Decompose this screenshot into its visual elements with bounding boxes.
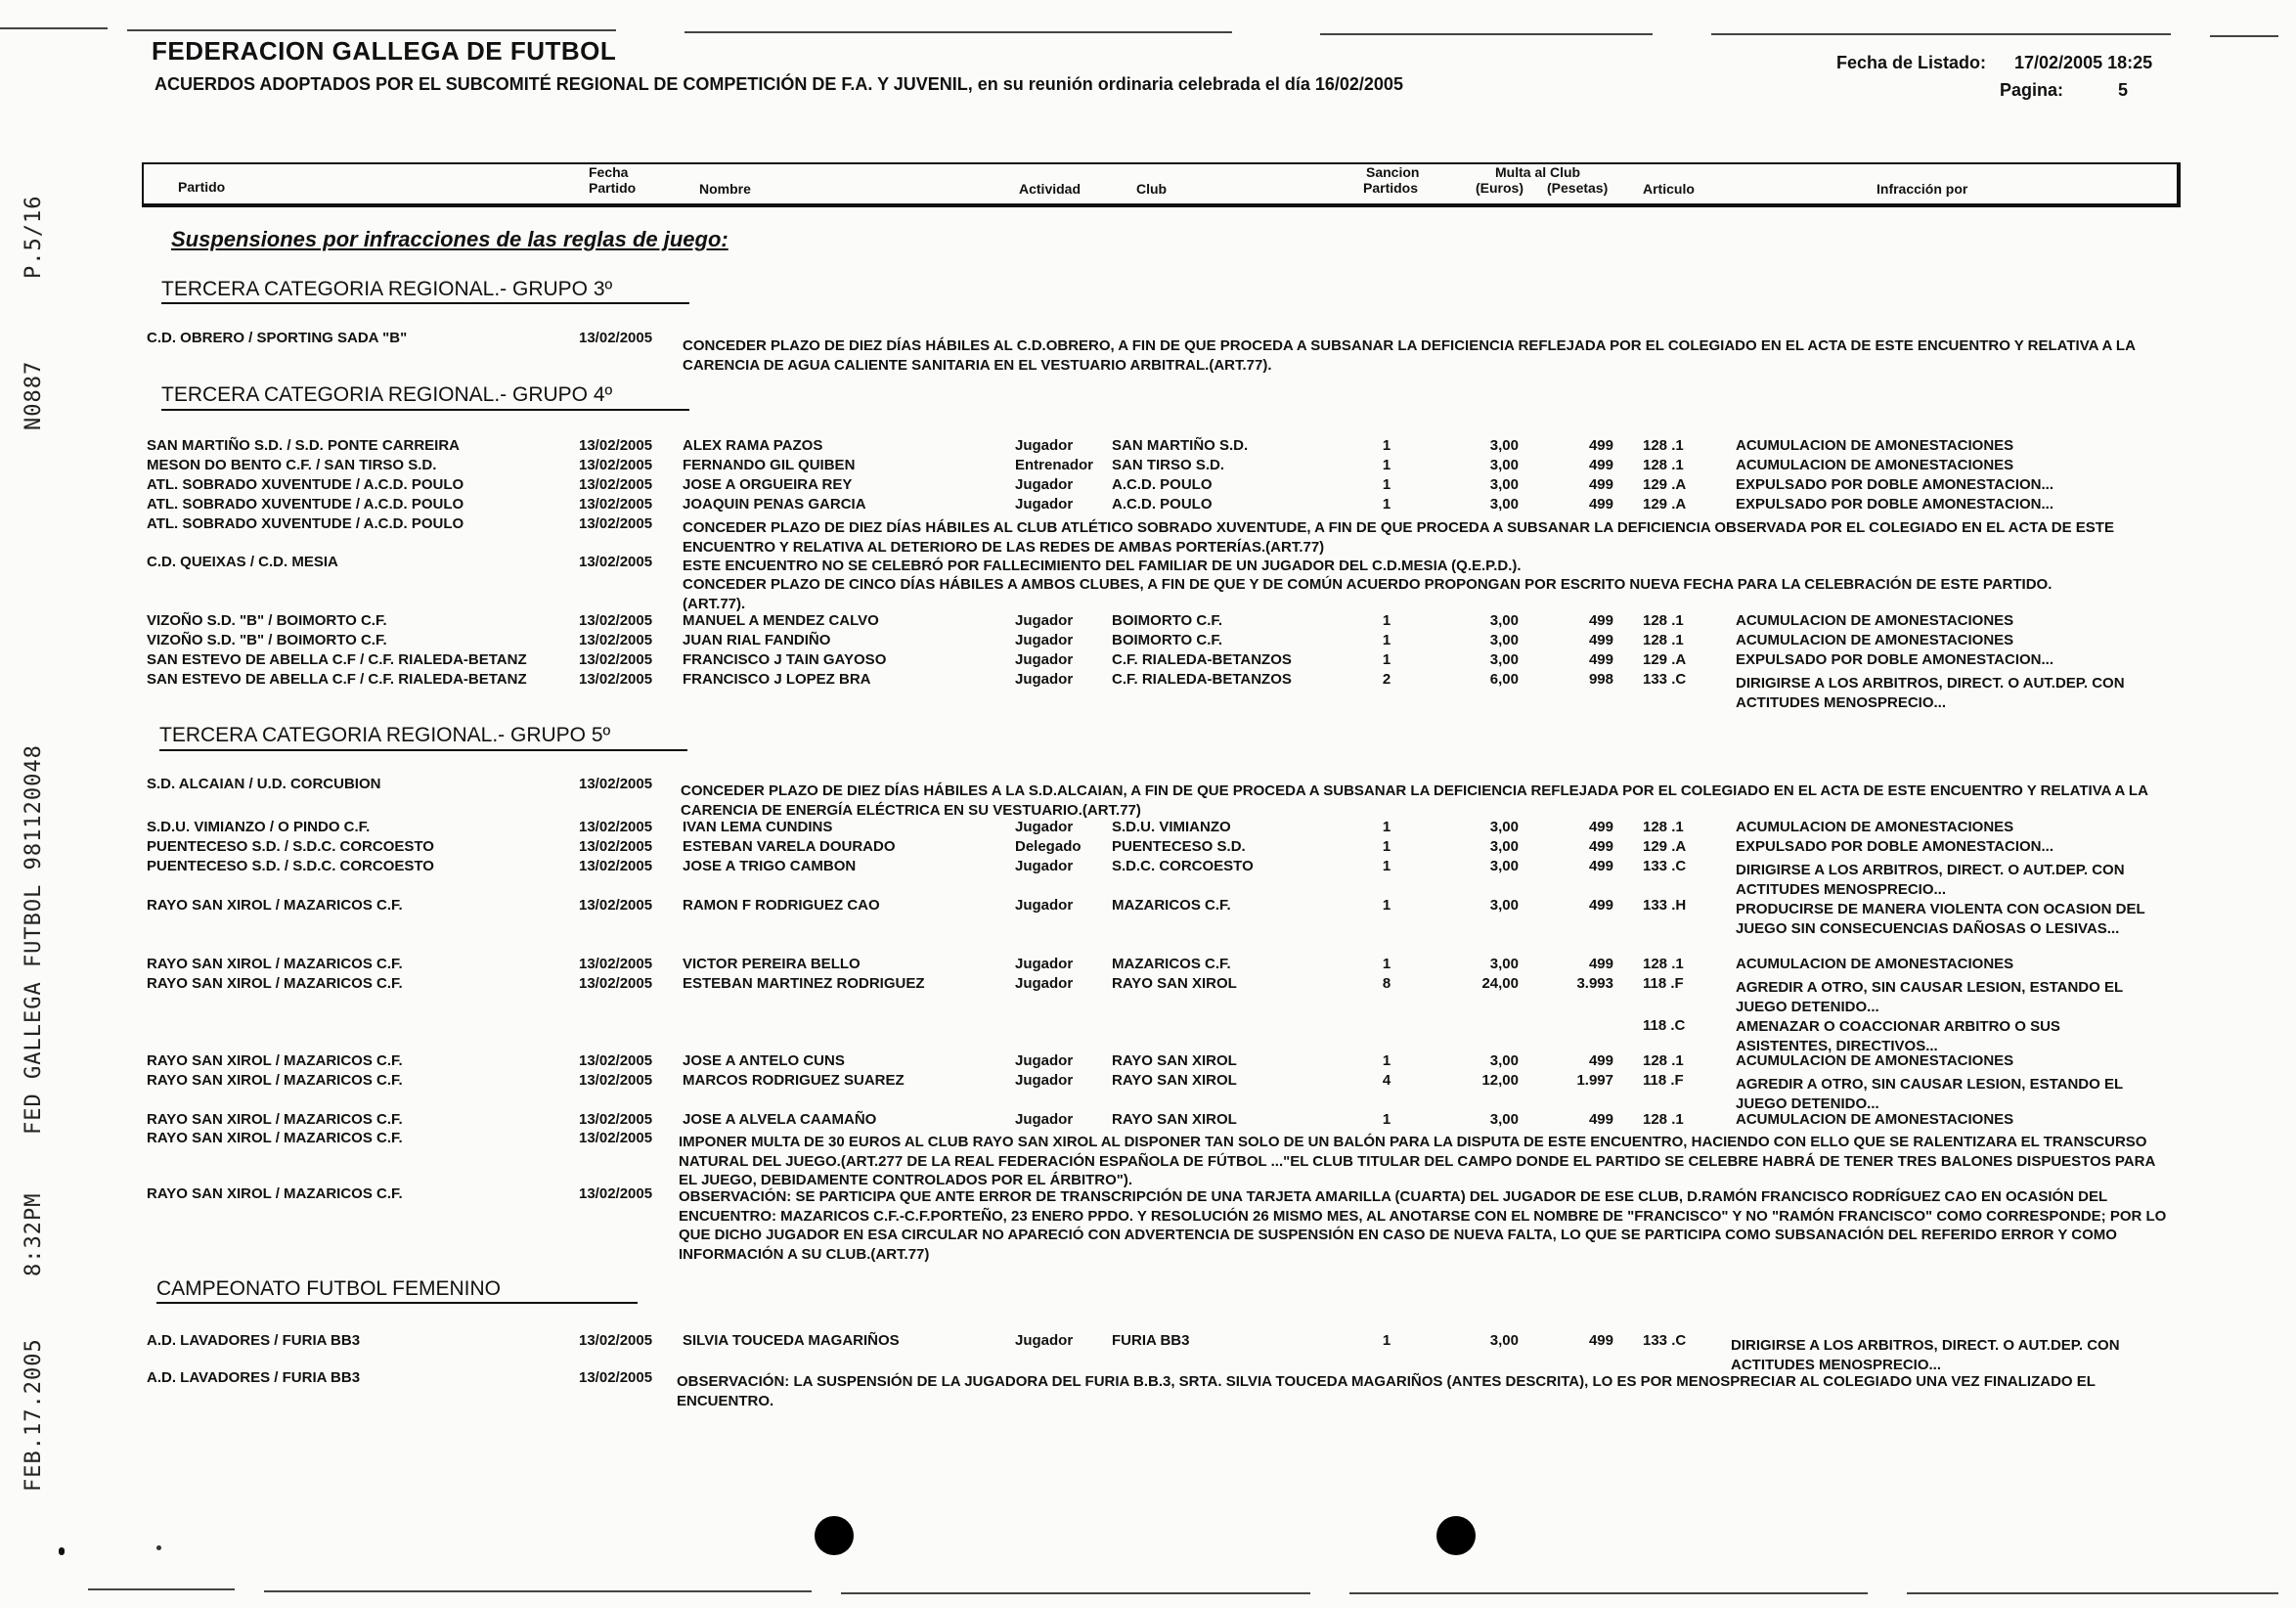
nombre: JOSE A TRIGO CAMBON [683,858,857,874]
euros: 3,00 [1489,437,1519,454]
resolution-note: OBSERVACIÓN: LA SUSPENSIÓN DE LA JUGADORA DEL FURIA B.B.3, SRTA. SILVIA TOUCEDA MAGARIÑOS (ANTES DESCRITA), LO ES POR MENOSPRECIAR AL COLEGIADO UNA VEZ FINALIZADO EL ENCUENTRO. [677,1373,2096,1409]
euros: 3,00 [1489,632,1519,648]
partido: PUENTECESO S.D. / S.D.C. CORCOESTO [147,858,434,874]
club: C.F. RIALEDA-BETANZOS [1112,671,1292,688]
club: A.C.D. POULO [1112,476,1213,493]
col-partido: Partido [178,179,226,195]
table-row [0,457,2296,476]
col-fecha-2: Partido [589,180,637,196]
articulo: 129 .A [1643,838,1687,855]
club: SAN TIRSO S.D. [1112,457,1225,473]
partido: RAYO SAN XIROL / MAZARICOS C.F. [147,1072,403,1089]
fecha: 13/02/2005 [579,1332,653,1349]
fecha: 13/02/2005 [579,612,653,629]
actividad: Jugador [1015,897,1074,914]
fecha: 13/02/2005 [579,897,653,914]
scan-line [2210,35,2278,37]
pesetas: 499 [1588,1111,1613,1128]
sancion: 1 [1382,1052,1391,1069]
articulo: 128 .1 [1643,819,1684,835]
euros: 3,00 [1489,476,1519,493]
partido: ATL. SOBRADO XUVENTUDE / A.C.D. POULO [147,496,464,513]
euros: 3,00 [1489,819,1519,835]
column-header-box [142,162,2181,207]
actividad: Jugador [1015,476,1074,493]
fecha: 13/02/2005 [579,632,653,648]
articulo: 133 .C [1643,671,1687,688]
infraccion: EXPULSADO POR DOBLE AMONESTACION... [1736,651,2054,668]
sancion: 1 [1382,1332,1391,1349]
infraccion: ACUMULACION DE AMONESTACIONES [1736,956,2014,972]
partido: ATL. SOBRADO XUVENTUDE / A.C.D. POULO [147,515,464,532]
nombre: IVAN LEMA CUNDINS [683,819,833,835]
table-row [0,632,2296,651]
fecha: 13/02/2005 [579,476,653,493]
fecha: 13/02/2005 [579,838,653,855]
infraccion: ACUMULACION DE AMONESTACIONES [1736,1111,2014,1128]
infraccion: ACUMULACION DE AMONESTACIONES [1736,819,2014,835]
group-underline [161,302,689,304]
org-title: FEDERACION GALLEGA DE FUTBOL [152,36,617,66]
club: S.D.U. VIMIANZO [1112,819,1231,835]
nombre: JOSE A ALVELA CAAMAÑO [683,1111,877,1128]
pesetas: 499 [1588,651,1613,668]
table-row [0,476,2296,496]
infraccion: DIRIGIRSE A LOS ARBITROS, DIRECT. O AUT.DEP. CON ACTITUDES MENOSPRECIO... [1731,1337,2120,1373]
partido: SAN MARTIÑO S.D. / S.D. PONTE CARREIRA [147,437,461,454]
club: PUENTECESO S.D. [1112,838,1246,855]
resolution-note: CONCEDER PLAZO DE DIEZ DÍAS HÁBILES AL CLUB ATLÉTICO SOBRADO XUVENTUDE, A FIN DE QUE PROCEDA A SUBSANAR LA DEFICIENCIA OBSERVADA POR EL COLEGIADO EN EL ACTA DE ESTE ENCUENTRO Y RELATIVA AL DETERIORO DE LAS REDES DE AMBAS PORTERÍAS.(ART.77) [683,519,2114,556]
infraccion: DIRIGIRSE A LOS ARBITROS, DIRECT. O AUT.DEP. CON ACTITUDES MENOSPRECIO... [1736,675,2125,711]
actividad: Jugador [1015,1052,1074,1069]
resolution-note: IMPONER MULTA DE 30 EUROS AL CLUB RAYO SAN XIROL AL DISPONER TAN SOLO DE UN BALÓN PARA LA DISPUTA DE ESTE ENCUENTRO, HACIENDO CON ELLO QUE SE RALENTIZARA EL TRANSCURSO NATURAL DEL JUEGO.(ART.277 DE LA REAL FEDERACIÓN ESPAÑOLA DE FÚTBOL ..."EL CLUB TITULAR DEL CAMPO DONDE EL PARTIDO SE CELEBRE HABRÁ DE TENER TRES BALONES DISPUESTOS PARA EL JUEGO, DEBIDAMENTE CONTROLADOS POR EL ÁRBITRO"). [679,1134,2155,1188]
articulo: 118 .C [1643,1017,1686,1034]
col-nombre: Nombre [699,181,751,197]
infraccion: ACUMULACION DE AMONESTACIONES [1736,457,2014,473]
scan-line [1320,33,1653,35]
fecha: 13/02/2005 [579,1185,653,1202]
table-row [0,437,2296,457]
fax-page: P.5/16 [22,195,46,279]
club: RAYO SAN XIROL [1112,1111,1237,1128]
actividad: Jugador [1015,975,1074,992]
partido: RAYO SAN XIROL / MAZARICOS C.F. [147,975,403,992]
pesetas: 998 [1588,671,1613,688]
table-row [0,496,2296,515]
table-row [0,819,2296,838]
scan-line [684,31,1232,33]
scan-line [1711,33,2171,35]
club: BOIMORTO C.F. [1112,612,1223,629]
nombre: JOAQUIN PENAS GARCIA [683,496,866,513]
infraccion: ACUMULACION DE AMONESTACIONES [1736,1052,2014,1069]
table-row [0,1052,2296,1072]
euros: 3,00 [1489,956,1519,972]
articulo: 129 .A [1643,476,1687,493]
articulo: 129 .A [1643,651,1687,668]
sancion: 4 [1382,1072,1391,1089]
section-title: Suspensiones por infracciones de las reglas de juego: [171,227,729,251]
nombre: FERNANDO GIL QUIBEN [683,457,856,473]
articulo: 128 .1 [1643,632,1684,648]
scan-line [127,29,616,31]
club: C.F. RIALEDA-BETANZOS [1112,651,1292,668]
scan-line [1907,1592,2278,1594]
col-multa: Multa al Club [1495,164,1581,180]
group-underline [156,1302,638,1304]
euros: 3,00 [1489,1052,1519,1069]
actividad: Delegado [1015,838,1082,855]
resolution-note: CONCEDER PLAZO DE DIEZ DÍAS HÁBILES AL C.D.OBRERO, A FIN DE QUE PROCEDA A SUBSANAR LA DEFICIENCIA REFLEJADA POR EL COLEGIADO EN EL ACTA DE ESTE ENCUENTRO Y RELATIVA A LA CARENCIA DE AGUA CALIENTE SANITARIA EN EL VESTUARIO ARBITRAL.(ART.77). [683,337,2136,374]
fecha: 13/02/2005 [579,515,653,532]
partido: S.D.U. VIMIANZO / O PINDO C.F. [147,819,371,835]
col-fecha-1: Fecha [589,164,629,180]
partido: A.D. LAVADORES / FURIA BB3 [147,1369,361,1386]
club: MAZARICOS C.F. [1112,956,1231,972]
group-underline [159,749,687,751]
infraccion: EXPULSADO POR DOBLE AMONESTACION... [1736,476,2054,493]
sancion: 1 [1382,612,1391,629]
fecha: 13/02/2005 [579,819,653,835]
table-row [0,956,2296,975]
actividad: Jugador [1015,858,1074,874]
nombre: ALEX RAMA PAZOS [683,437,823,454]
pesetas: 499 [1588,819,1613,835]
infraccion: DIRIGIRSE A LOS ARBITROS, DIRECT. O AUT.DEP. CON ACTITUDES MENOSPRECIO... [1736,862,2125,898]
articulo: 133 .H [1643,897,1687,914]
fecha: 13/02/2005 [579,1052,653,1069]
actividad: Jugador [1015,956,1074,972]
partido: A.D. LAVADORES / FURIA BB3 [147,1332,361,1349]
infraccion: AGREDIR A OTRO, SIN CAUSAR LESION, ESTANDO EL JUEGO DETENIDO... [1736,1076,2123,1112]
fecha: 13/02/2005 [579,1111,653,1128]
fecha: 13/02/2005 [579,437,653,454]
resolution-note: CONCEDER PLAZO DE DIEZ DÍAS HÁBILES A LA S.D.ALCAIAN, A FIN DE QUE PROCEDA A SUBSANAR LA DEFICIENCIA REFLEJADA POR EL COLEGIADO EN EL ACTA DE ESTE ENCUENTRO Y RELATIVA A LA CARENCIA DE ENERGÍA ELÉCTRICA EN SU VESTUARIO.(ART.77) [681,782,2148,819]
infraccion: AMENAZAR O COACCIONAR ARBITRO O SUS ASISTENTES, DIRECTIVOS... [1736,1018,2060,1054]
partido: C.D. QUEIXAS / C.D. MESIA [147,554,338,570]
partido: VIZOÑO S.D. "B" / BOIMORTO C.F. [147,632,387,648]
resolution-note: ESTE ENCUENTRO NO SE CELEBRÓ POR FALLECIMIENTO DEL FAMILIAR DE UN JUGADOR DEL C.D.MESIA (Q.E.P.D.). [683,558,1522,574]
nombre: FRANCISCO J LOPEZ BRA [683,671,871,688]
sancion: 1 [1382,1111,1391,1128]
col-articulo: Articulo [1643,181,1695,197]
nombre: MARCOS RODRIGUEZ SUAREZ [683,1072,905,1089]
pesetas: 499 [1588,632,1613,648]
punch-hole [1436,1516,1476,1555]
club: RAYO SAN XIROL [1112,1072,1237,1089]
actividad: Jugador [1015,819,1074,835]
partido: SAN ESTEVO DE ABELLA C.F / C.F. RIALEDA-BETANZ [147,651,527,668]
fax-time: 8:32PM [22,1192,46,1276]
nombre: FRANCISCO J TAIN GAYOSO [683,651,887,668]
fecha: 13/02/2005 [579,554,653,570]
nombre: JUAN RIAL FANDIÑO [683,632,831,648]
fecha: 13/02/2005 [579,975,653,992]
sancion: 1 [1382,632,1391,648]
partido: RAYO SAN XIROL / MAZARICOS C.F. [147,1130,403,1146]
col-infraccion: Infracción por [1877,181,1968,197]
euros: 3,00 [1489,496,1519,513]
infraccion: ACUMULACION DE AMONESTACIONES [1736,632,2014,648]
club: FURIA BB3 [1112,1332,1190,1349]
infraccion: AGREDIR A OTRO, SIN CAUSAR LESION, ESTANDO EL JUEGO DETENIDO... [1736,979,2123,1015]
nombre: RAMON F RODRIGUEZ CAO [683,897,880,914]
club: SAN MARTIÑO S.D. [1112,437,1249,454]
table-row [0,838,2296,858]
col-sancion-1: Sancion [1366,164,1420,180]
pesetas: 499 [1588,457,1613,473]
fecha: 13/02/2005 [579,1072,653,1089]
sancion: 8 [1382,975,1391,992]
col-euros: (Euros) [1476,180,1523,196]
pesetas: 3.993 [1576,975,1613,992]
nombre: ESTEBAN VARELA DOURADO [683,838,896,855]
sancion: 1 [1382,819,1391,835]
infraccion: ACUMULACION DE AMONESTACIONES [1736,612,2014,629]
sancion: 1 [1382,858,1391,874]
partido: RAYO SAN XIROL / MAZARICOS C.F. [147,1185,403,1202]
nombre: ESTEBAN MARTINEZ RODRIGUEZ [683,975,925,992]
partido: S.D. ALCAIAN / U.D. CORCUBION [147,776,381,792]
euros: 3,00 [1489,1332,1519,1349]
pesetas: 499 [1588,858,1613,874]
club: RAYO SAN XIROL [1112,1052,1237,1069]
euros: 12,00 [1481,1072,1519,1089]
partido: C.D. OBRERO / SPORTING SADA "B" [147,330,408,346]
table-row [0,651,2296,671]
table-row [0,1111,2296,1131]
actividad: Jugador [1015,632,1074,648]
infraccion: EXPULSADO POR DOBLE AMONESTACION... [1736,496,2054,513]
infraccion: ACUMULACION DE AMONESTACIONES [1736,437,2014,454]
col-sancion-2: Partidos [1363,180,1419,196]
articulo: 118 .F [1643,1072,1684,1089]
pesetas: 499 [1588,496,1613,513]
nombre: JOSE A ORGUEIRA REY [683,476,853,493]
articulo: 133 .C [1643,858,1687,874]
infraccion: PRODUCIRSE DE MANERA VIOLENTA CON OCASION DEL JUEGO SIN CONSECUENCIAS DAÑOSAS O LESIVAS... [1736,901,2145,937]
scan-line [0,27,108,29]
col-actividad: Actividad [1019,181,1082,197]
club: BOIMORTO C.F. [1112,632,1223,648]
fax-date: FEB.17.2005 [22,1338,46,1492]
actividad: Jugador [1015,437,1074,454]
sancion: 1 [1382,651,1391,668]
partido: MESON DO BENTO C.F. / SAN TIRSO S.D. [147,457,437,473]
nombre: JOSE A ANTELO CUNS [683,1052,845,1069]
nombre: SILVIA TOUCEDA MAGARIÑOS [683,1332,900,1349]
pesetas: 499 [1588,437,1613,454]
scan-speck [156,1545,161,1550]
articulo: 128 .1 [1643,612,1684,629]
scan-speck [59,1547,65,1555]
fax-number: N0887 [22,360,46,430]
articulo: 128 .1 [1643,956,1684,972]
col-club: Club [1136,181,1168,197]
articulo: 118 .F [1643,975,1684,992]
sancion: 1 [1382,437,1391,454]
page-number: 5 [2118,80,2129,100]
scan-line [88,1588,235,1590]
club: A.C.D. POULO [1112,496,1213,513]
actividad: Jugador [1015,1111,1074,1128]
articulo: 129 .A [1643,496,1687,513]
report-subtitle: ACUERDOS ADOPTADOS POR EL SUBCOMITÉ REGIONAL DE COMPETICIÓN DE F.A. Y JUVENIL, en su reunión ordinaria celebrada el día 16/02/2005 [155,74,1403,94]
actividad: Jugador [1015,612,1074,629]
pesetas: 499 [1588,956,1613,972]
sancion: 1 [1382,457,1391,473]
partido: RAYO SAN XIROL / MAZARICOS C.F. [147,897,403,914]
fecha: 13/02/2005 [579,496,653,513]
sancion: 1 [1382,476,1391,493]
listing-date-label: Fecha de Listado: [1836,53,1987,72]
sancion: 1 [1382,897,1391,914]
pesetas: 499 [1588,1332,1613,1349]
scan-line [1349,1592,1868,1594]
fecha: 13/02/2005 [579,858,653,874]
partido: RAYO SAN XIROL / MAZARICOS C.F. [147,956,403,972]
partido: ATL. SOBRADO XUVENTUDE / A.C.D. POULO [147,476,464,493]
euros: 3,00 [1489,838,1519,855]
club: MAZARICOS C.F. [1112,897,1231,914]
euros: 6,00 [1489,671,1519,688]
fecha: 13/02/2005 [579,1130,653,1146]
fecha: 13/02/2005 [579,651,653,668]
euros: 24,00 [1481,975,1519,992]
euros: 3,00 [1489,651,1519,668]
sancion: 2 [1382,671,1391,688]
euros: 3,00 [1489,457,1519,473]
table-row [0,612,2296,632]
pesetas: 499 [1588,1052,1613,1069]
scan-line [264,1590,812,1592]
actividad: Jugador [1015,1332,1074,1349]
punch-hole [815,1516,854,1555]
actividad: Jugador [1015,651,1074,668]
actividad: Jugador [1015,671,1074,688]
actividad: Jugador [1015,1072,1074,1089]
partido: RAYO SAN XIROL / MAZARICOS C.F. [147,1111,403,1128]
pesetas: 499 [1588,476,1613,493]
euros: 3,00 [1489,1111,1519,1128]
pesetas: 1.997 [1576,1072,1613,1089]
sancion: 1 [1382,496,1391,513]
fecha: 13/02/2005 [579,457,653,473]
euros: 3,00 [1489,858,1519,874]
page-label: Pagina: [2000,80,2064,100]
scan-line [841,1592,1310,1594]
group-title-femenino: CAMPEONATO FUTBOL FEMENINO [156,1277,501,1300]
partido: RAYO SAN XIROL / MAZARICOS C.F. [147,1052,403,1069]
pesetas: 499 [1588,838,1613,855]
fecha: 13/02/2005 [579,671,653,688]
club: RAYO SAN XIROL [1112,975,1237,992]
sancion: 1 [1382,956,1391,972]
partido: VIZOÑO S.D. "B" / BOIMORTO C.F. [147,612,387,629]
fecha: 13/02/2005 [579,1369,653,1386]
fecha: 13/02/2005 [579,330,653,346]
resolution-note: CONCEDER PLAZO DE CINCO DÍAS HÁBILES A AMBOS CLUBES, A FIN DE QUE Y DE COMÚN ACUERDO PROPONGAN POR ESCRITO NUEVA FECHA PARA LA CELEBRACIÓN DE ESTE PARTIDO.(ART.77). [683,576,2053,612]
fecha: 13/02/2005 [579,776,653,792]
nombre: VICTOR PEREIRA BELLO [683,956,861,972]
actividad: Jugador [1015,496,1074,513]
pesetas: 499 [1588,612,1613,629]
group-title-3: TERCERA CATEGORIA REGIONAL.- GRUPO 3º [161,278,613,300]
partido: PUENTECESO S.D. / S.D.C. CORCOESTO [147,838,434,855]
pesetas: 499 [1588,897,1613,914]
fecha: 13/02/2005 [579,956,653,972]
actividad: Entrenador [1015,457,1094,473]
group-title-5: TERCERA CATEGORIA REGIONAL.- GRUPO 5º [159,724,611,746]
articulo: 128 .1 [1643,1111,1684,1128]
club: S.D.C. CORCOESTO [1112,858,1254,874]
articulo: 133 .C [1643,1332,1687,1349]
nombre: MANUEL A MENDEZ CALVO [683,612,879,629]
listing-date-value: 17/02/2005 18:25 [2014,53,2153,72]
group-underline [161,409,689,411]
euros: 3,00 [1489,612,1519,629]
euros: 3,00 [1489,897,1519,914]
articulo: 128 .1 [1643,437,1684,454]
sancion: 1 [1382,838,1391,855]
resolution-note: OBSERVACIÓN: SE PARTICIPA QUE ANTE ERROR DE TRANSCRIPCIÓN DE UNA TARJETA AMARILLA (CUARTA) DEL JUGADOR DE ESE CLUB, D.RAMÓN FRANCISCO RODRÍGUEZ CAO EN OCASIÓN DEL ENCUENTRO: MAZARICOS C.F.-C.F.PORTEÑO, 23 ENERO PPDO. Y RESOLUCIÓN 26 MISMO MES, AL ANOTARSE CON EL NOMBRE DE "FRANCISCO" Y NO "RAMÓN FRANCISCO" COMO CORRESPONDE; POR LO QUE DICHO JUGADOR EN ESA CIRCULAR NO APARECIÓ CON ADVERTENCIA DE SUSPENSIÓN EN CASO DE NUEVA FALTA, LO QUE SE PARTICIPA COMO SUBSANACIÓN DEL REFERIDO ERROR Y COMO INFORMACIÓN A SU CLUB.(ART.77) [679,1188,2167,1263]
col-pesetas: (Pesetas) [1547,180,1609,196]
articulo: 128 .1 [1643,1052,1684,1069]
infraccion: EXPULSADO POR DOBLE AMONESTACION... [1736,838,2054,855]
fax-sender: FED GALLEGA FUTBOL 981120048 [22,744,46,1135]
group-title-4: TERCERA CATEGORIA REGIONAL.- GRUPO 4º [161,383,613,406]
partido: SAN ESTEVO DE ABELLA C.F / C.F. RIALEDA-BETANZ [147,671,527,688]
articulo: 128 .1 [1643,457,1684,473]
